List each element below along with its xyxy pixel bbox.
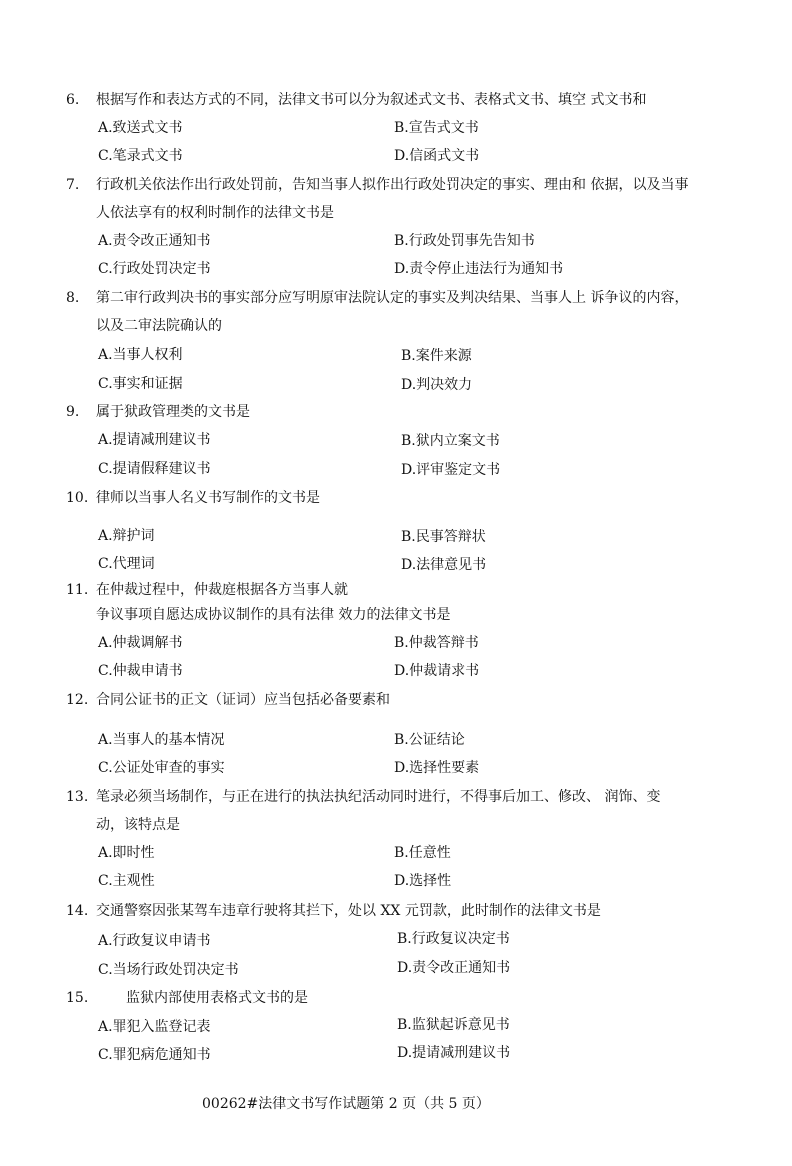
question-number: 12. [66, 692, 89, 708]
option-d: D.评审鉴定文书 [401, 462, 501, 478]
question-number: 13. [66, 789, 89, 805]
option-b: B.公证结论 [394, 732, 465, 748]
question-stem: 行政机关依法作出行政处罚前，告知当事人拟作出行政处罚决定的事实、理由和 依据，以及当事 [96, 177, 689, 193]
question-number: 14. [66, 903, 89, 919]
question-stem: 合同公证书的正文（证词）应当包括必备要素和 [96, 692, 390, 708]
option-b: B.狱内立案文书 [401, 433, 500, 449]
option-d: D.信函式文书 [394, 148, 480, 164]
question-13 [66, 787, 660, 807]
option-b: B.任意性 [394, 845, 451, 861]
question-stem-continued: 人依法享有的权利时制作的法律文书是 [96, 205, 334, 221]
page-footer: 00262#法律文书写作试题第 2 页（共 5 页） [202, 1096, 490, 1112]
option-d: D.责令改正通知书 [397, 960, 511, 976]
question-14 [66, 901, 601, 921]
option-c: C.当场行政处罚决定书 [98, 962, 239, 978]
question-stem: 在仲裁过程中，仲裁庭根据各方当事人就 [96, 582, 348, 598]
option-c: C.仲裁申请书 [98, 663, 183, 679]
option-c: C.事实和证据 [98, 376, 183, 392]
question-number: 8. [66, 290, 80, 306]
question-stem-continued: 以及二审法院确认的 [96, 318, 222, 334]
question-15 [66, 988, 308, 1008]
option-b: B.案件来源 [401, 348, 472, 364]
question-number: 15. [66, 990, 89, 1006]
option-b: B.民事答辩状 [401, 529, 486, 545]
option-d: D.选择性要素 [394, 760, 480, 776]
question-stem: 根据写作和表达方式的不同，法律文书可以分为叙述式文书、表格式文书、填空 式文书和 [96, 92, 647, 108]
question-stem: 属于狱政管理类的文书是 [96, 404, 250, 420]
question-stem: 第二审行政判决书的事实部分应写明原审法院认定的事实及判决结果、当事人上 诉争议的内容， [96, 290, 689, 306]
question-stem-continued: 动，该特点是 [96, 817, 180, 833]
option-a: A.仲裁调解书 [98, 635, 183, 651]
option-b: B.仲裁答辩书 [394, 635, 479, 651]
question-8 [66, 288, 688, 308]
question-10 [66, 488, 320, 508]
question-stem: 交通警察因张某驾车违章行驶将其拦下，处以 XX 元罚款，此时制作的法律文书是 [96, 903, 601, 919]
option-b: B.行政处罚事先告知书 [394, 233, 535, 249]
option-a: A.当事人权利 [98, 347, 183, 363]
option-d: D.提请减刑建议书 [397, 1045, 511, 1061]
option-a: A.辩护词 [98, 528, 155, 544]
option-b: B.行政复议决定书 [397, 931, 510, 947]
option-d: D.判决效力 [401, 377, 473, 393]
option-d: D.选择性 [394, 873, 452, 889]
question-stem: 律师以当事人名义书写制作的文书是 [96, 490, 320, 506]
question-number: 10. [66, 490, 89, 506]
question-number: 11. [66, 582, 89, 598]
question-stem: 笔录必须当场制作，与正在进行的执法执纪活动同时进行，不得事后加工、修改、 润饰、变 [96, 789, 661, 805]
option-c: C.提请假释建议书 [98, 461, 211, 477]
option-d: D.法律意见书 [401, 557, 487, 573]
question-number: 9. [66, 404, 80, 420]
option-d: D.责令停止违法行为通知书 [394, 261, 564, 277]
option-a: A.致送式文书 [98, 120, 183, 136]
option-c: C.主观性 [98, 873, 155, 889]
option-c: C.公证处审查的事实 [98, 760, 225, 776]
question-number: 6. [66, 92, 80, 108]
question-6 [66, 90, 646, 110]
option-c: C.笔录式文书 [98, 148, 183, 164]
option-c: C.代理词 [98, 556, 155, 572]
option-a: A.罪犯入监登记表 [98, 1019, 211, 1035]
question-12 [66, 690, 390, 710]
question-11 [66, 580, 348, 600]
option-a: A.行政复议申请书 [98, 933, 211, 949]
option-c: C.罪犯病危通知书 [98, 1047, 211, 1063]
question-7 [66, 175, 688, 195]
option-d: D.仲裁请求书 [394, 663, 480, 679]
question-9 [66, 402, 250, 422]
question-stem-continued: 争议事项自愿达成协议制作的具有法律 效力的法律文书是 [96, 607, 451, 623]
option-a: A.提请减刑建议书 [98, 432, 211, 448]
option-a: A.即时性 [98, 845, 155, 861]
option-a: A.责令改正通知书 [98, 233, 211, 249]
option-b: B.监狱起诉意见书 [397, 1017, 510, 1033]
option-c: C.行政处罚决定书 [98, 261, 211, 277]
question-stem: 监狱内部使用表格式文书的是 [126, 990, 308, 1006]
question-number: 7. [66, 177, 80, 193]
option-a: A.当事人的基本情况 [98, 732, 225, 748]
option-b: B.宣告式文书 [394, 120, 479, 136]
